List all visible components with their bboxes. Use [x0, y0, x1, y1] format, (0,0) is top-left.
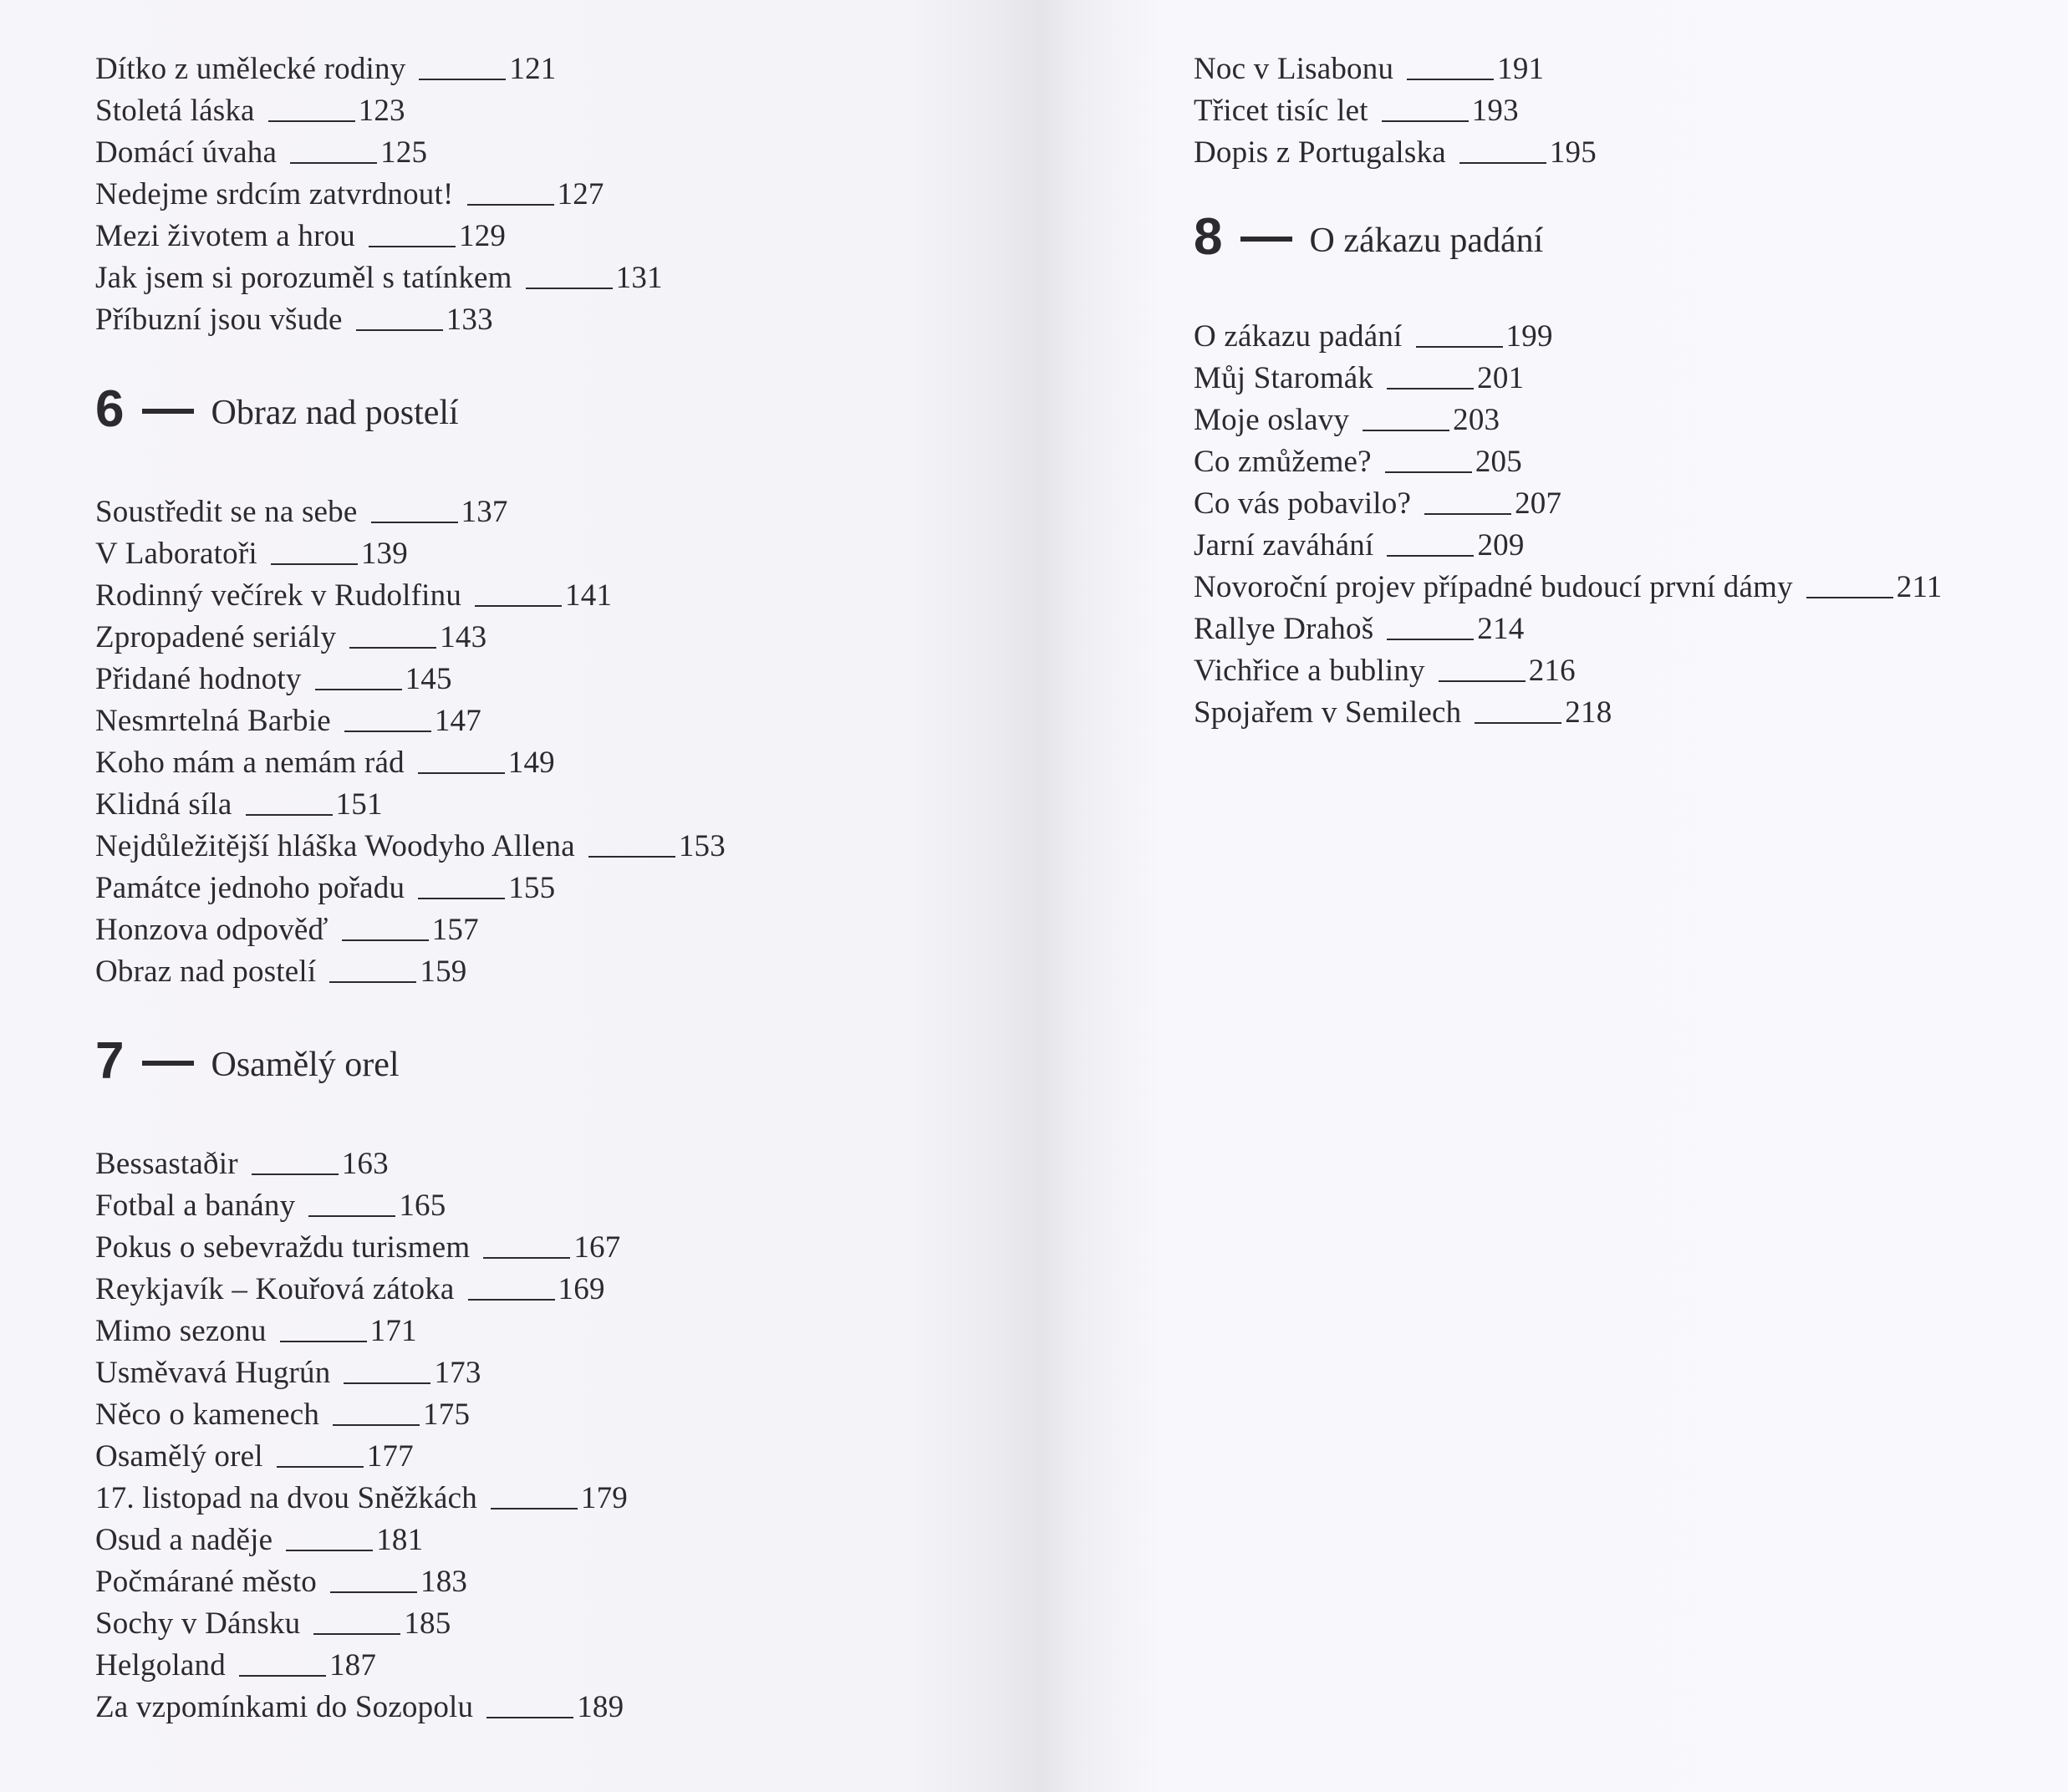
toc-entry — [95, 575, 973, 617]
leader-line — [280, 1341, 367, 1342]
entry-title: Mezi životem a hrou — [95, 219, 356, 253]
leader-line — [1475, 722, 1561, 724]
chapter-number: 7 — [95, 1032, 125, 1090]
entry-title: Stoletá láska — [95, 94, 255, 128]
entry-title: Klidná síla — [95, 787, 232, 822]
toc-entry — [95, 784, 973, 826]
entry-title: Můj Staromák — [1194, 361, 1374, 395]
entry-page-number: 181 — [376, 1523, 424, 1557]
entry-page-number: 201 — [1477, 361, 1525, 395]
leader-line — [313, 1633, 400, 1635]
toc-entry — [95, 700, 973, 742]
leader-line — [286, 1550, 373, 1551]
entry-page-number: 209 — [1477, 528, 1525, 563]
entry-page-number: 145 — [405, 662, 452, 696]
toc-entry — [1194, 692, 2046, 734]
entry-page-number: 125 — [380, 135, 428, 170]
leader-line — [371, 522, 458, 523]
leader-line — [1806, 597, 1893, 598]
toc-entry — [95, 1269, 973, 1311]
entry-page-number: 189 — [577, 1690, 624, 1724]
toc-entry — [95, 1478, 973, 1520]
leader-line — [1387, 639, 1474, 640]
entry-page-number: 157 — [431, 913, 479, 947]
entry-title: Reykjavík – Kouřová zátoka — [95, 1272, 455, 1306]
entry-page-number: 211 — [1896, 570, 1943, 604]
leader-line — [1387, 388, 1474, 389]
toc-section-continued — [1194, 48, 2046, 174]
toc-entry — [95, 1185, 973, 1227]
toc-entry — [1194, 132, 2046, 174]
entry-title: Usměvavá Hugrún — [95, 1356, 331, 1390]
entry-title: Soustředit se na sebe — [95, 495, 358, 529]
leader-line — [419, 79, 506, 80]
toc-section-6 — [95, 491, 973, 993]
entry-title: V Laboratoři — [95, 537, 257, 571]
entry-title: Zpropadené seriály — [95, 620, 337, 654]
toc-entry — [1194, 608, 2046, 650]
entry-page-number: 216 — [1528, 654, 1576, 688]
entry-title: 17. listopad na dvou Sněžkách — [95, 1481, 477, 1515]
leader-line — [356, 329, 443, 331]
leader-line — [342, 939, 429, 941]
toc-entry — [95, 951, 973, 993]
entry-page-number: 214 — [1477, 612, 1525, 646]
entry-page-number: 193 — [1471, 94, 1519, 128]
left-toc-column — [95, 48, 973, 1728]
entry-page-number: 177 — [366, 1439, 414, 1474]
toc-entry — [1194, 358, 2046, 400]
leader-line — [344, 731, 431, 732]
leader-line — [315, 689, 402, 690]
toc-entry — [1194, 567, 2046, 608]
entry-title: Domácí úvaha — [95, 135, 278, 170]
entry-page-number: 133 — [446, 303, 493, 337]
entry-title: Koho mám a nemám rád — [95, 746, 405, 780]
entry-page-number: 173 — [434, 1356, 481, 1390]
entry-page-number: 165 — [399, 1189, 446, 1223]
chapter-title: Osamělý orel — [211, 1046, 400, 1084]
toc-entry — [95, 659, 973, 700]
toc-entry — [95, 1352, 973, 1394]
toc-entry — [95, 90, 973, 132]
leader-line — [418, 772, 505, 774]
entry-page-number: 185 — [404, 1606, 451, 1641]
toc-entry — [1194, 316, 2046, 358]
toc-entry — [95, 48, 973, 90]
toc-entry — [1194, 650, 2046, 692]
entry-title: Jarní zaváhání — [1194, 528, 1374, 563]
toc-entry — [95, 132, 973, 174]
entry-title: Dopis z Portugalska — [1194, 135, 1446, 170]
entry-title: Osamělý orel — [95, 1439, 263, 1474]
chapter-heading-8 — [1194, 196, 2046, 279]
entry-page-number: 203 — [1453, 403, 1500, 437]
toc-entry — [1194, 441, 2046, 483]
leader-line — [1385, 471, 1472, 473]
leader-line — [526, 288, 613, 289]
entry-title: Něco o kamenech — [95, 1397, 320, 1432]
leader-line — [252, 1173, 339, 1175]
toc-entry — [95, 174, 973, 216]
entry-title: Sochy v Dánsku — [95, 1606, 301, 1641]
leader-line — [333, 1424, 420, 1426]
entry-page-number: 163 — [341, 1147, 389, 1181]
entry-title: Noc v Lisabonu — [1194, 52, 1394, 86]
entry-title: O zákazu padání — [1194, 319, 1403, 354]
entry-title: Osud a naděje — [95, 1523, 273, 1557]
entry-title: Pokus o sebevraždu turismem — [95, 1230, 471, 1265]
toc-entry — [95, 491, 973, 533]
entry-title: Památce jednoho pořadu — [95, 871, 405, 905]
entry-title: Mimo sezonu — [95, 1314, 267, 1348]
entry-page-number: 187 — [329, 1648, 377, 1683]
leader-line — [1439, 680, 1526, 682]
toc-entry — [1194, 483, 2046, 525]
entry-page-number: 195 — [1549, 135, 1597, 170]
toc-entry — [95, 868, 973, 909]
entry-title: Jak jsem si porozuměl s tatínkem — [95, 261, 512, 295]
chapter-number: 6 — [95, 380, 125, 438]
leader-line — [349, 647, 436, 649]
entry-page-number: 183 — [420, 1565, 468, 1599]
leader-line — [483, 1257, 570, 1259]
entry-page-number: 205 — [1475, 445, 1522, 479]
toc-entry — [95, 1394, 973, 1436]
entry-title: Nedejme srdcím zatvrdnout! — [95, 177, 454, 211]
leader-line — [1416, 346, 1503, 348]
entry-page-number: 123 — [358, 94, 405, 128]
entry-page-number: 129 — [459, 219, 507, 253]
entry-page-number: 149 — [507, 746, 555, 780]
entry-title: Honzova odpověď — [95, 913, 329, 947]
leader-line — [246, 814, 333, 816]
leader-line — [1407, 79, 1494, 80]
entry-page-number: 175 — [423, 1397, 471, 1432]
chapter-heading-7 — [95, 1020, 973, 1103]
leader-line — [271, 563, 358, 565]
entry-page-number: 147 — [434, 704, 481, 738]
leader-line — [467, 204, 554, 206]
leader-line — [1424, 513, 1511, 515]
leader-line — [277, 1466, 364, 1468]
toc-entry — [95, 299, 973, 341]
entry-title: Co zmůžeme? — [1194, 445, 1372, 479]
leader-line — [290, 162, 377, 164]
entry-title: Třicet tisíc let — [1194, 94, 1368, 128]
entry-title: Spojařem v Semilech — [1194, 695, 1462, 730]
toc-entry — [95, 1603, 973, 1645]
toc-section-continued — [95, 48, 973, 341]
entry-page-number: 191 — [1497, 52, 1545, 86]
entry-page-number: 141 — [565, 578, 613, 613]
entry-title: Nejdůležitější hláška Woodyho Allena — [95, 829, 575, 863]
entry-title: Rallye Drahoš — [1194, 612, 1374, 646]
entry-page-number: 137 — [461, 495, 508, 529]
entry-page-number: 139 — [360, 537, 408, 571]
entry-title: Helgoland — [95, 1648, 226, 1683]
leader-line — [468, 1299, 555, 1301]
toc-section-7 — [95, 1143, 973, 1728]
leader-line — [418, 898, 505, 899]
toc-entry — [1194, 90, 2046, 132]
leader-line — [1387, 555, 1474, 557]
entry-page-number: 151 — [335, 787, 383, 822]
entry-page-number: 167 — [573, 1230, 621, 1265]
entry-title: Přidané hodnoty — [95, 662, 302, 696]
em-dash — [142, 409, 194, 414]
toc-entry — [95, 257, 973, 299]
leader-line — [308, 1215, 395, 1217]
toc-entry — [95, 1227, 973, 1269]
right-toc-column — [1194, 48, 2046, 734]
toc-entry — [95, 1436, 973, 1478]
entry-page-number: 199 — [1505, 319, 1553, 354]
toc-entry — [95, 1687, 973, 1728]
chapter-title: Obraz nad postelí — [211, 394, 459, 432]
chapter-heading-6 — [95, 368, 973, 451]
entry-page-number: 207 — [1515, 486, 1562, 521]
entry-title: Za vzpomínkami do Sozopolu — [95, 1690, 474, 1724]
entry-page-number: 143 — [440, 620, 487, 654]
leader-line — [491, 1508, 578, 1509]
entry-page-number: 155 — [508, 871, 556, 905]
entry-page-number: 218 — [1565, 695, 1612, 730]
leader-line — [239, 1675, 326, 1677]
entry-title: Počmárané město — [95, 1565, 317, 1599]
entry-title: Rodinný večírek v Rudolfinu — [95, 578, 462, 613]
entry-page-number: 159 — [420, 955, 467, 989]
toc-entry — [95, 617, 973, 659]
toc-section-8 — [1194, 316, 2046, 734]
entry-title: Vichřice a bubliny — [1194, 654, 1425, 688]
entry-page-number: 153 — [678, 829, 726, 863]
em-dash — [142, 1061, 194, 1066]
entry-title: Fotbal a banány — [95, 1189, 296, 1223]
leader-line — [344, 1382, 430, 1384]
toc-entry — [95, 826, 973, 868]
toc-entry — [95, 1520, 973, 1561]
entry-title: Obraz nad postelí — [95, 955, 317, 989]
leader-line — [268, 120, 355, 122]
entry-page-number: 131 — [615, 261, 663, 295]
toc-entry — [1194, 48, 2046, 90]
leader-line — [1382, 120, 1469, 122]
toc-entry — [95, 1645, 973, 1687]
entry-title: Co vás pobavilo? — [1194, 486, 1412, 521]
em-dash — [1240, 237, 1292, 242]
entry-title: Moje oslavy — [1194, 403, 1350, 437]
entry-page-number: 169 — [558, 1272, 605, 1306]
toc-entry — [95, 216, 973, 257]
entry-title: Nesmrtelná Barbie — [95, 704, 331, 738]
toc-entry — [95, 1561, 973, 1603]
toc-entry — [1194, 400, 2046, 441]
leader-line — [475, 605, 562, 607]
toc-entry — [1194, 525, 2046, 567]
leader-line — [329, 981, 416, 983]
entry-title: Novoroční projev případné budoucí první dámy — [1194, 570, 1793, 604]
leader-line — [486, 1717, 573, 1718]
entry-page-number: 171 — [369, 1314, 417, 1348]
leader-line — [330, 1591, 417, 1593]
leader-line — [1459, 162, 1546, 164]
entry-title: Příbuzní jsou všude — [95, 303, 343, 337]
leader-line — [588, 856, 675, 858]
entry-page-number: 121 — [509, 52, 557, 86]
entry-title: Bessastaðir — [95, 1147, 238, 1181]
toc-entry — [95, 909, 973, 951]
entry-title: Dítko z umělecké rodiny — [95, 52, 406, 86]
leader-line — [369, 246, 456, 247]
leader-line — [1363, 430, 1449, 431]
entry-page-number: 127 — [557, 177, 604, 211]
toc-entry — [95, 1143, 973, 1185]
toc-entry — [95, 1311, 973, 1352]
toc-entry — [95, 533, 973, 575]
toc-entry — [95, 742, 973, 784]
chapter-title: O zákazu padání — [1309, 221, 1544, 260]
chapter-number: 8 — [1194, 208, 1223, 266]
entry-page-number: 179 — [580, 1481, 629, 1515]
